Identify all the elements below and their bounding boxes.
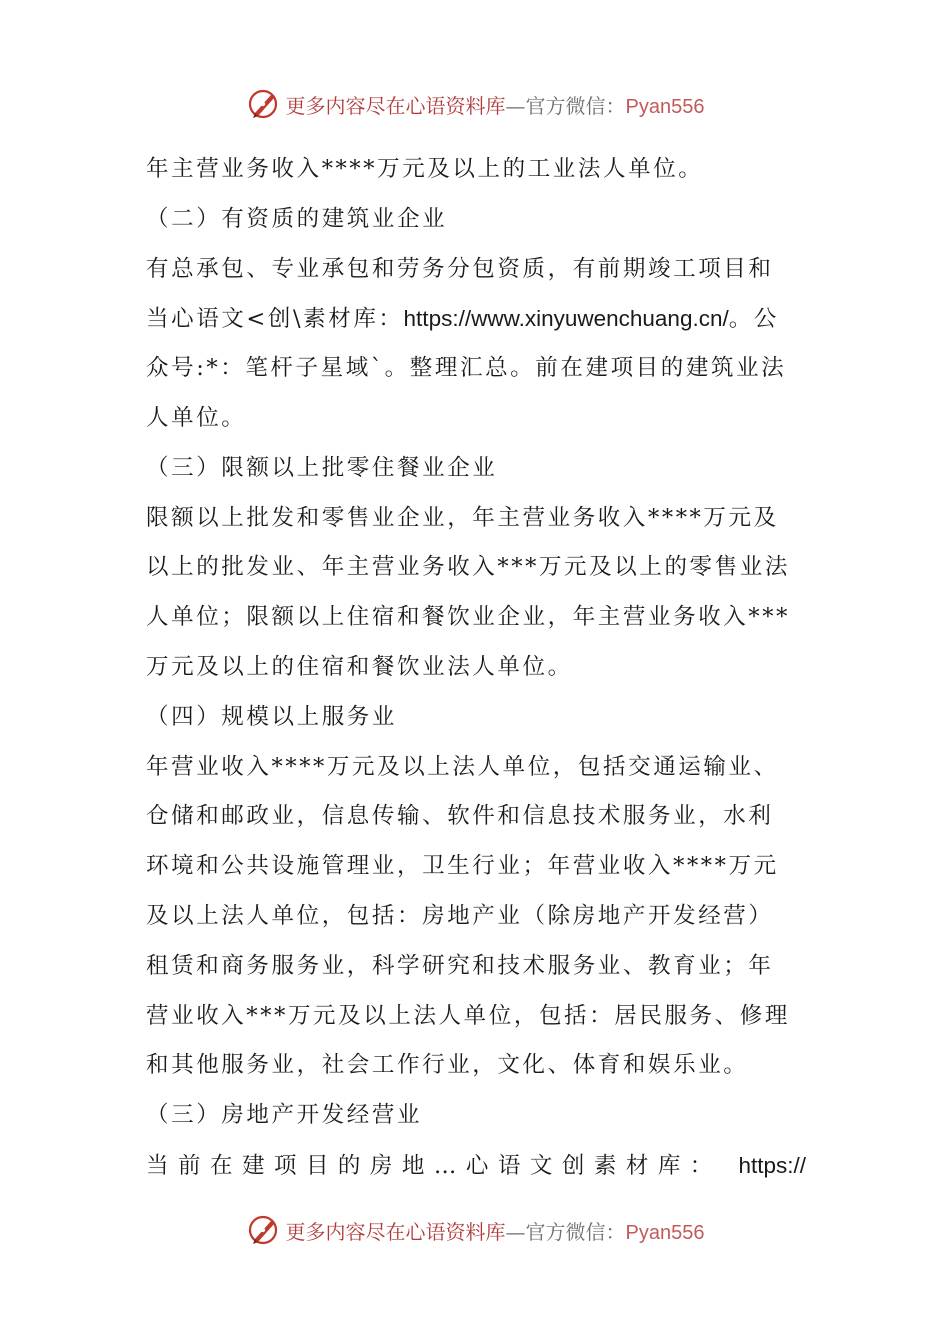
paragraph-line: 营业收入***万元及以上法人单位，包括：居民服务、修理 [146, 1002, 790, 1029]
section-heading: （三）房地产开发经营业 [146, 1102, 423, 1129]
watermark-text: 更多内容尽在心语资料库—官方微信：Pyan556 [285, 1219, 705, 1244]
website-link-text: https://www.xinyuwenchuang.cn/ [403, 306, 729, 332]
paragraph-line: 当前在建项目的房地…心语文创素材库： https:// [146, 1152, 806, 1179]
paragraph-line: 仓储和邮政业，信息传输、软件和信息技术服务业，水利 [146, 803, 774, 830]
paragraph-line: 众号:*：笔杆子星域`。整理汇总。前在建项目的建筑业法 [146, 355, 787, 382]
paragraph-line: 万元及以上的住宿和餐饮业法人单位。 [146, 653, 573, 680]
paragraph-line: 当心语文<创\素材库：https://www.xinyuwenchuang.cn/。公 [146, 306, 779, 333]
section-heading: （二）有资质的建筑业企业 [146, 205, 448, 232]
section-heading: （四）规模以上服务业 [146, 703, 398, 730]
paragraph-line: 人单位；限额以上住宿和餐饮业企业，年主营业务收入*** [146, 604, 790, 631]
watermark-text: 更多内容尽在心语资料库—官方微信：Pyan556 [285, 93, 705, 118]
paragraph-line: 年营业收入****万元及以上法人单位，包括交通运输业、 [146, 753, 779, 780]
paragraph-line: 年主营业务收入****万元及以上的工业法人单位。 [146, 156, 704, 182]
document-body [146, 145, 806, 1191]
paragraph-line: 租赁和商务服务业，科学研究和技术服务业、教育业；年 [146, 952, 774, 979]
paragraph-line: 限额以上批发和零售业企业，年主营业务收入****万元及 [146, 504, 779, 531]
header-watermark-banner [0, 84, 950, 124]
pen-circle-logo-icon [246, 87, 280, 121]
paragraph-line: 及以上法人单位，包括：房地产业（除房地产开发经营） [146, 902, 774, 929]
paragraph-line: 和其他服务业，社会工作行业，文化、体育和娱乐业。 [146, 1052, 749, 1079]
footer-watermark-banner [0, 1210, 950, 1250]
paragraph-line: 有总承包、专业承包和劳务分包资质，有前期竣工项目和 [146, 255, 774, 282]
website-link-text: https:// [738, 1152, 806, 1178]
paragraph-line: 人单位。 [146, 404, 247, 431]
paragraph-line: 环境和公共设施管理业，卫生行业；年营业收入****万元 [146, 853, 779, 880]
section-heading: （三）限额以上批零住餐业企业 [146, 454, 498, 481]
paragraph-line: 以上的批发业、年主营业务收入***万元及以上的零售业法 [146, 554, 790, 581]
pen-circle-logo-icon [246, 1213, 280, 1247]
